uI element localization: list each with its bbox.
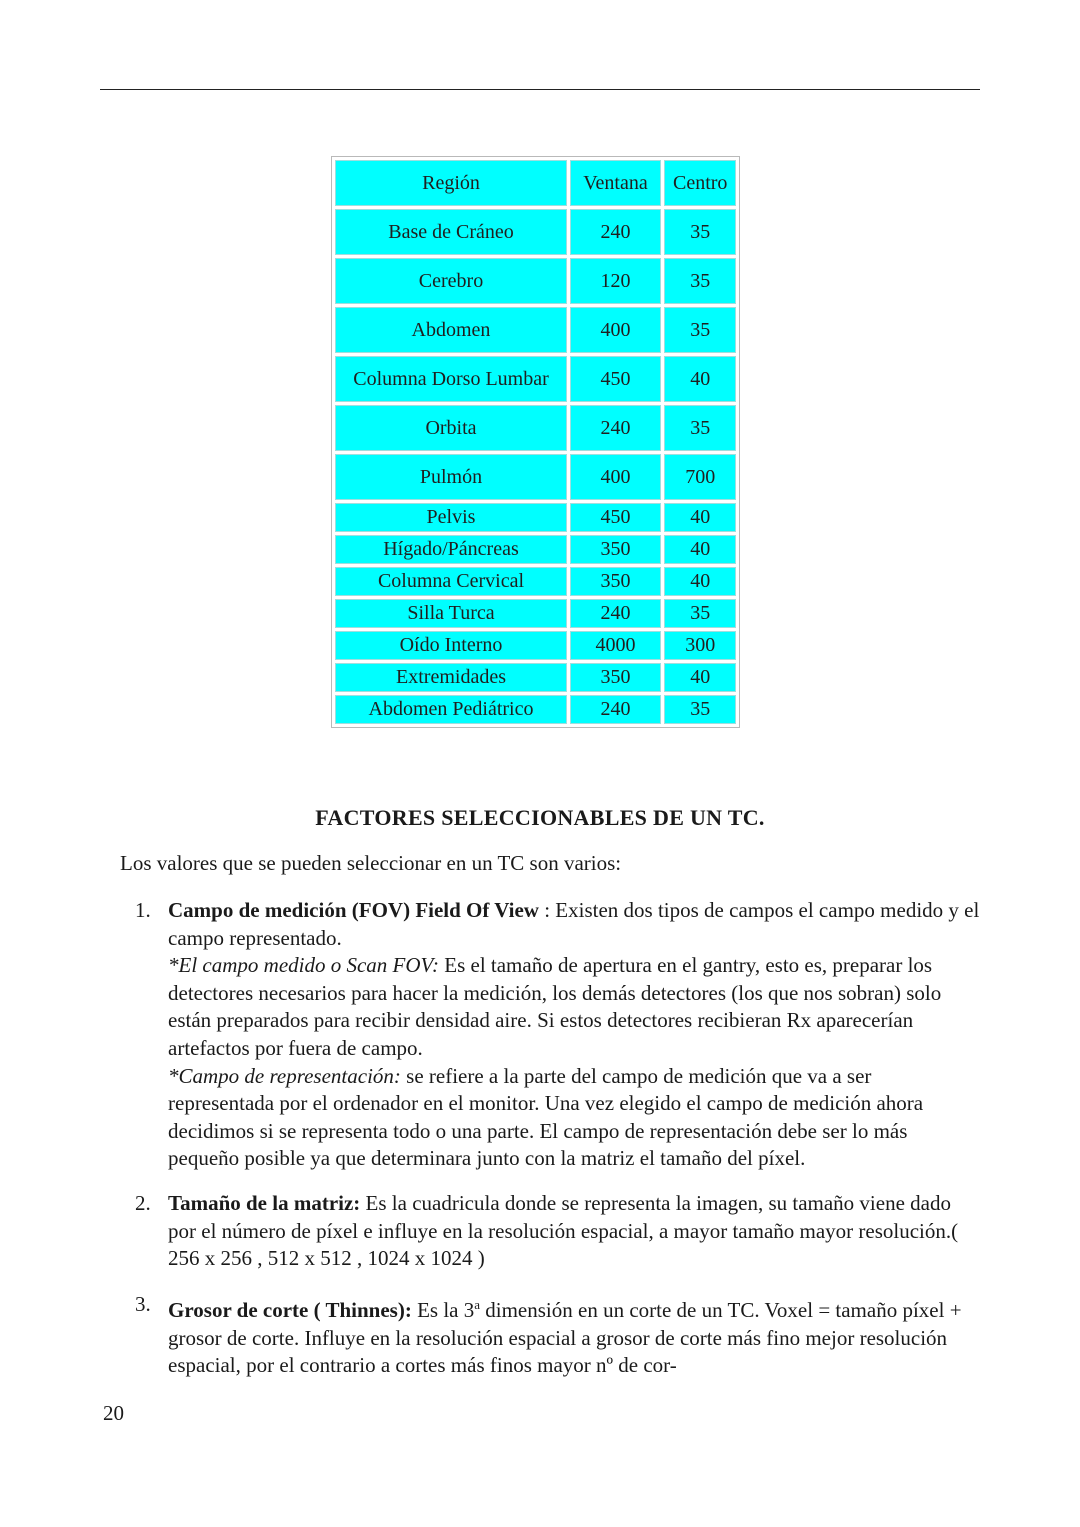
table-header-row bbox=[335, 160, 736, 206]
list-item-matrix bbox=[135, 1190, 980, 1273]
cell-window: 450 bbox=[570, 356, 661, 402]
list-item-body bbox=[168, 897, 980, 1173]
list-number: 3. bbox=[135, 1292, 151, 1316]
cell-center: 35 bbox=[664, 258, 736, 304]
intro-paragraph: Los valores que se pueden seleccionar en un TC son varios: bbox=[120, 851, 622, 875]
header-rule bbox=[100, 89, 980, 90]
page-number: 20 bbox=[103, 1401, 124, 1425]
table-row bbox=[335, 695, 736, 724]
cell-region: Abdomen bbox=[335, 307, 567, 353]
cell-window: 240 bbox=[570, 405, 661, 451]
header-region: Región bbox=[335, 160, 567, 206]
table-row bbox=[335, 599, 736, 628]
cell-region: Hígado/Páncreas bbox=[335, 535, 567, 564]
header-window: Ventana bbox=[570, 160, 661, 206]
item-text-a: Es la 3 bbox=[411, 1298, 475, 1322]
list-item-fov bbox=[135, 897, 980, 1173]
cell-region: Abdomen Pediátrico bbox=[335, 695, 567, 724]
cell-center: 35 bbox=[664, 599, 736, 628]
cell-window: 400 bbox=[570, 454, 661, 500]
sub-label-representation: *Campo de representación: bbox=[168, 1063, 401, 1088]
item-text: Es la cuadricula donde se representa la imagen, su tamaño viene dado por el número de píxel e influye en la resolución espacial, a mayor tamaño mayor resolución.( 256 x 256 , 512 x 512 , 1024 x 1024 ) bbox=[168, 1191, 959, 1271]
ct-window-table bbox=[331, 156, 740, 728]
table-row bbox=[335, 258, 736, 304]
cell-center: 35 bbox=[664, 695, 736, 724]
cell-center: 35 bbox=[664, 307, 736, 353]
cell-region: Columna Dorso Lumbar bbox=[335, 356, 567, 402]
section-title: FACTORES SELECCIONABLES DE UN TC. bbox=[315, 805, 765, 830]
cell-window: 400 bbox=[570, 307, 661, 353]
cell-region: Pelvis bbox=[335, 503, 567, 532]
cell-window: 350 bbox=[570, 567, 661, 596]
item-title: Tamaño de la matriz: bbox=[168, 1191, 361, 1215]
cell-window: 350 bbox=[570, 535, 661, 564]
ordinal-superscript: a bbox=[474, 1297, 481, 1312]
cell-window: 240 bbox=[570, 599, 661, 628]
cell-center: 40 bbox=[664, 535, 736, 564]
cell-center: 40 bbox=[664, 356, 736, 402]
list-number: 2. bbox=[135, 1191, 151, 1215]
cell-window: 120 bbox=[570, 258, 661, 304]
table-row bbox=[335, 209, 736, 255]
table-row bbox=[335, 663, 736, 692]
cell-region: Extremidades bbox=[335, 663, 567, 692]
cell-center: 40 bbox=[664, 567, 736, 596]
sub-text-scan-fov: Es el tamaño de apertura en el gantry, esto es, preparar los detectores necesarios para hacer la medición, los demás detectores (los que nos sobran) solo están preparados para recibir densidad aire. Si estos detectores recibieran Rx aparecerían artefactos por fuera de campo. bbox=[168, 953, 942, 1060]
cell-region: Cerebro bbox=[335, 258, 567, 304]
table-row bbox=[335, 631, 736, 660]
table-row bbox=[335, 356, 736, 402]
cell-window: 450 bbox=[570, 503, 661, 532]
cell-region: Columna Cervical bbox=[335, 567, 567, 596]
cell-window: 240 bbox=[570, 695, 661, 724]
cell-center: 700 bbox=[664, 454, 736, 500]
table-row bbox=[335, 454, 736, 500]
cell-region: Base de Cráneo bbox=[335, 209, 567, 255]
cell-center: 35 bbox=[664, 405, 736, 451]
cell-region: Orbita bbox=[335, 405, 567, 451]
cell-center: 300 bbox=[664, 631, 736, 660]
cell-window: 350 bbox=[570, 663, 661, 692]
cell-center: 35 bbox=[664, 209, 736, 255]
cell-window: 240 bbox=[570, 209, 661, 255]
cell-window: 4000 bbox=[570, 631, 661, 660]
cell-region: Silla Turca bbox=[335, 599, 567, 628]
item-lead: : Existen dos tipos de campos el campo medido y el campo representado. bbox=[168, 898, 980, 950]
cell-center: 40 bbox=[664, 503, 736, 532]
item-title: Grosor de corte ( Thinnes): bbox=[168, 1298, 412, 1322]
cell-region: Oído Interno bbox=[335, 631, 567, 660]
sub-text-representation: se refiere a la parte del campo de medición que va a ser representada por el ordenador en el monitor. Una vez elegido el campo de medición ahora decidimos si se representa todo o una parte. El campo de representación debe ser lo más pequeño posible ya que determinara junto con la matriz el tamaño del píxel. bbox=[168, 1063, 924, 1171]
cell-center: 40 bbox=[664, 663, 736, 692]
header-center: Centro bbox=[664, 160, 736, 206]
table-row bbox=[335, 535, 736, 564]
table-row bbox=[335, 307, 736, 353]
table-row bbox=[335, 405, 736, 451]
item-text-b: dimensión en un corte de un TC. Voxel = tamaño píxel + grosor de corte. Influye en la resolución espacial a grosor de corte más fino mejor resolución espacial, por el contrario a cortes más finos mayor nº de cor- bbox=[168, 1298, 962, 1378]
table-row bbox=[335, 503, 736, 532]
list-number: 1. bbox=[135, 898, 151, 922]
list-item-body bbox=[168, 1190, 980, 1273]
list-item-thickness bbox=[135, 1291, 980, 1380]
list-item-body bbox=[168, 1291, 980, 1380]
sub-label-scan-fov: *El campo medido o Scan FOV: bbox=[168, 953, 439, 978]
cell-region: Pulmón bbox=[335, 454, 567, 500]
item-title: Campo de medición (FOV) Field Of View bbox=[168, 898, 539, 922]
table-row bbox=[335, 567, 736, 596]
